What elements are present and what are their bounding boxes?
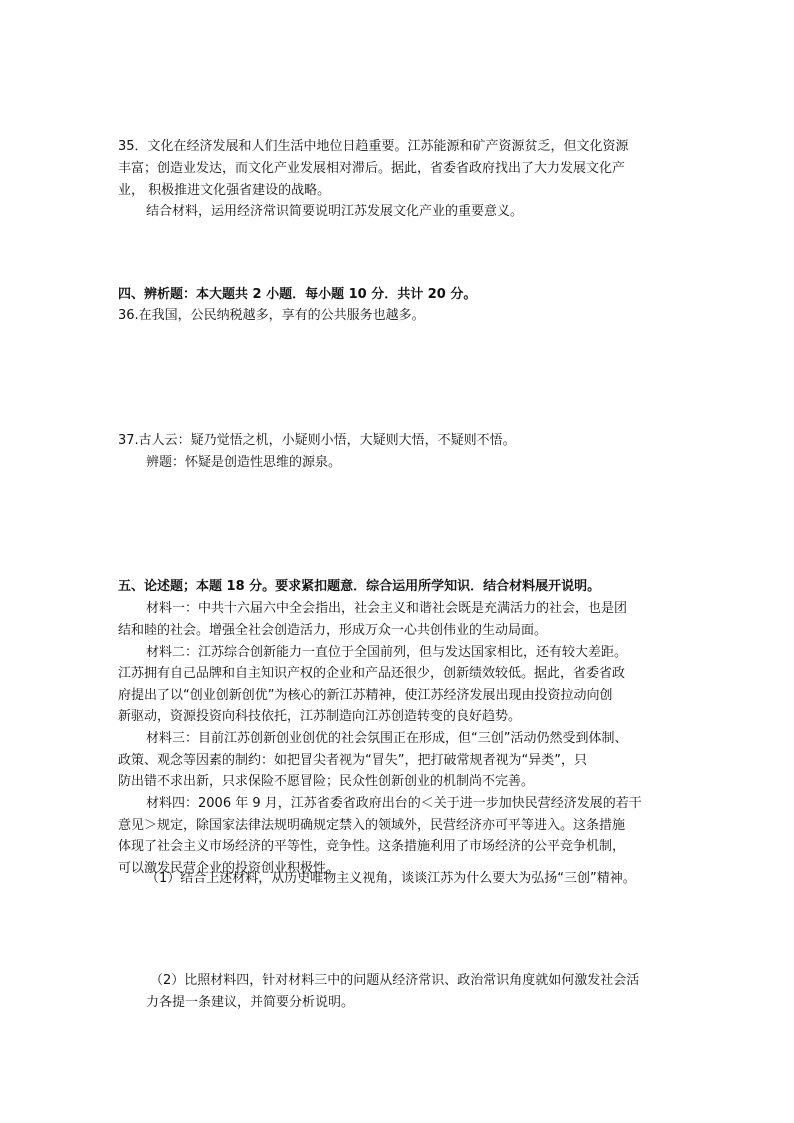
sub-question-2-line-2: 力各提一条建议，并简要分析说明。 [146, 995, 355, 1010]
question-36: 36.在我国，公民纳税越多，享有的公共服务也越多。 [118, 308, 425, 323]
material-3-line-2: 政策、观念等因素的制约：如把冒尖者视为“冒失”，把打破常规者视为“异类”，只 [118, 753, 587, 768]
material-2-line-2: 江苏拥有自己品牌和自主知识产权的企业和产品还很少，创新绩效较低。据此，省委省政 [118, 666, 626, 681]
q35-line-2: 丰富；创造业发达，而文化产业发展相对滞后。据此，省委省政府找出了大力发展文化产 [118, 161, 626, 176]
material-1-line-2: 结和睦的社会。增强全社会创造活力，形成万众一心共创伟业的生动局面。 [118, 623, 548, 638]
section-4-heading: 四、辨析题：本大题共 2 小题．每小题 10 分．共计 20 分。 [118, 287, 477, 302]
material-1-line-1: 材料一：中共十六届六中全会指出，社会主义和谐社会既是充满活力的社会，也是团 [146, 601, 628, 616]
question-37-line-1: 37.古人云：疑乃觉悟之机，小疑则小悟，大疑则大悟，不疑则不悟。 [118, 433, 516, 448]
q35-line-3: 业， 积极推进文化强省建设的战略。 [118, 183, 331, 198]
sub-question-1: （1）结合上述材料，从历史唯物主义视角，谈谈江苏为什么要大为弘扬“三创”精神。 [146, 871, 636, 886]
section-5-heading: 五、论述题；本题 18 分。要求紧扣题意．综合运用所学知识．结合材料展开说明。 [118, 579, 601, 594]
material-2-line-1: 材料二：江苏综合创新能力一直位于全国前列，但与发达国家相比，还有较大差距。 [146, 645, 628, 660]
q35-prompt: 结合材料，运用经济常识简要说明江苏发展文化产业的重要意义。 [146, 204, 524, 219]
material-4-line-3: 体现了社会主义市场经济的平等性，竞争性。这条措施利用了市场经济的公平竞争机制， [118, 839, 626, 854]
q35-line-1: 35．文化在经济发展和人们生活中地位日趋重要。江苏能源和矿产资源贫乏，但文化资源 [118, 139, 629, 154]
material-2-line-3: 府提出了以“创业创新创优”为核心的新江苏精神，使江苏经济发展出现由投资拉动向创 [118, 688, 613, 703]
sub-question-2-line-1: （2）比照材料四，针对材料三中的问题从经济常识、政治常识角度就如何激发社会活 [150, 973, 640, 988]
question-37-line-2: 辨题：怀疑是创造性思维的源泉。 [146, 455, 342, 470]
material-3-line-1: 材料三：目前江苏创新创业创优的社会氛围正在形成，但“三创”活动仍然受到体制、 [146, 731, 628, 746]
material-4-line-1: 材料四：2006 年 9 月，江苏省委省政府出台的＜关于进一步加快民营经济发展的若干 [146, 796, 642, 811]
material-4-line-4: 可以激发民营企业的投资创业积极性。 [118, 861, 340, 876]
material-3-line-3: 防出错不求出新，只求保险不愿冒险；民众性创新创业的机制尚不完善。 [118, 774, 535, 789]
material-4-line-2: 意见＞规定，除国家法律法规明确规定禁入的领域外，民营经济亦可平等进入。这条措施 [118, 818, 626, 833]
material-2-line-4: 新驱动，资源投资向科技依托，江苏制造向江苏创造转变的良好趋势。 [118, 709, 522, 724]
